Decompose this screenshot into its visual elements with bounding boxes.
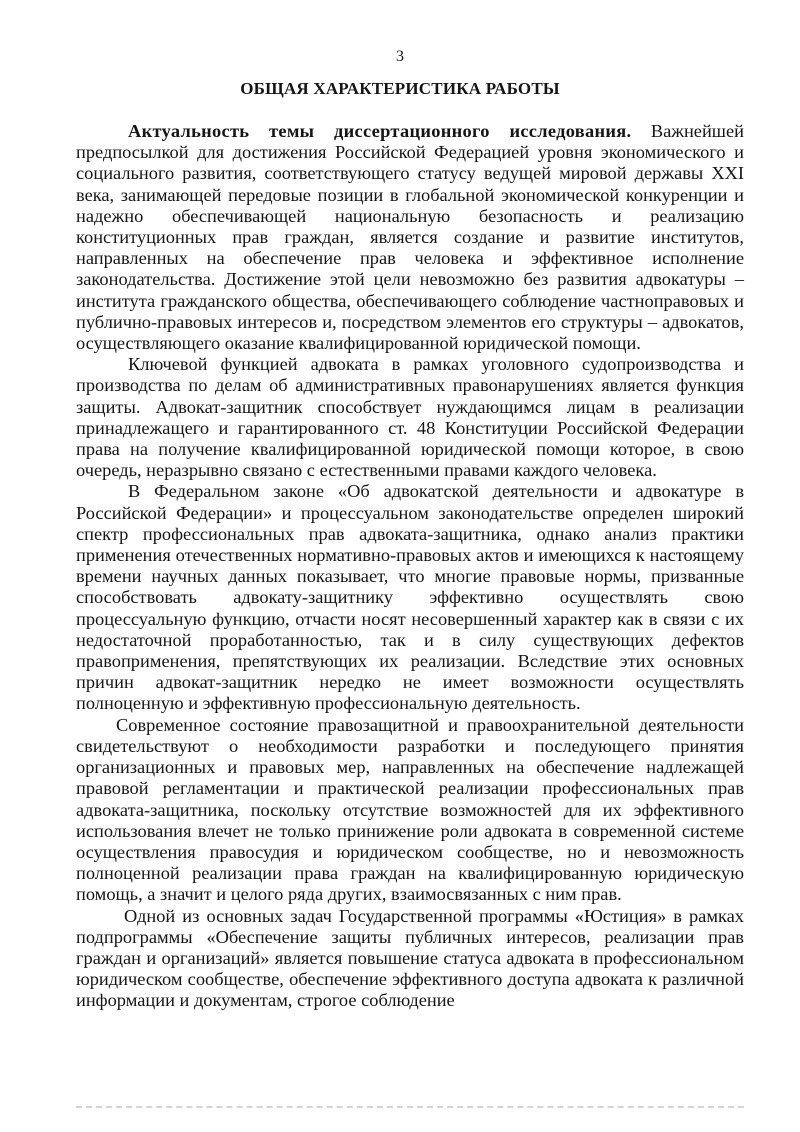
paragraph-current-state: Современное состояние правозащитной и правоохранительной деятельности свидетельствуют о необходимости разработки и последующего принятия организационных и правовых мер, направленных на обеспечение надлежащей правовой регламентации и практической реализации профессиональных прав адвоката-защитника, поскольку отсутствие возможностей для их эффективного использования влечет не только принижение роли адвоката в современной системе осуществления правосудия и юридическом сообществе, но и невозможность полноценной реализации права граждан на квалифицированную юридическую помощь, а значит и целого ряда других, взаимосвязанных с ним прав. (76, 714, 744, 905)
paragraph-lead: Актуальность темы диссертационного исследования. (128, 121, 632, 141)
scan-edge-artifact (76, 1106, 744, 1108)
paragraph-federal-law: В Федеральном законе «Об адвокатской деятельности и адвокатуре в Российской Федерации» и процессуальном законодательстве определен широкий спектр профессиональных прав адвоката-защитника, однако анализ практики применения отечественных нормативно-правовых актов и имеющихся к настоящему времени научных данных показывает, что многие правовые нормы, призванные способствовать адвокату-защитнику эффективно осуществлять свою процессуальную функцию, отчасти носят несовершенный характер как в связи с их недостаточной проработанностью, так и в силу существующих дефектов правоприменения, препятствующих их реализации. Вследствие этих основных причин адвокат-защитник нередко не имеет возможности осуществлять полноценную и эффективную профессиональную деятельность. (76, 481, 744, 714)
body-text (76, 121, 744, 1012)
paragraph-text: Важнейшей предпосылкой для достижения Российской Федерацией уровня экономического и социального развития, соответствующего статусу ведущей мировой державы XXI века, занимающей передовые позиции в глобальной экономической конкуренции и надежно обеспечивающей национальную безопасность и реализацию конституционных прав граждан, является создание и развитие институтов, направленных на обеспечение прав человека и эффективное исполнение законодательства. Достижение этой цели невозможно без развития адвокатуры – института гражданского общества, обеспечивающего соблюдение частноправовых и публично-правовых интересов и, посредством элементов его структуры – адвокатов, осуществляющего оказание квалифицированной юридической помощи. (76, 121, 744, 354)
section-heading: ОБЩАЯ ХАРАКТЕРИСТИКА РАБОТЫ (240, 79, 560, 98)
page-number: 3 (396, 48, 404, 65)
paragraph-defense-function: Ключевой функцией адвоката в рамках уголовного судопроизводства и производства по делам об административных правонарушениях является функция защиты. Адвокат-защитник способствует нуждающимся лицам в реализации принадлежащего и гарантированного ст. 48 Конституции Российской Федерации права на получение квалифицированной юридической помощи которое, в свою очередь, неразрывно связано с естественными правами каждого человека. (76, 354, 744, 481)
paragraph-justice-program: Одной из основных задач Государственной программы «Юстиция» в рамках подпрограммы «Обеспечение защиты публичных интересов, реализации прав граждан и организаций» является повышение статуса адвоката в профессиональном юридическом сообществе, обеспечение эффективного доступа адвоката к различной информации и документам, строгое соблюдение (76, 905, 744, 1011)
paragraph-relevance (76, 121, 744, 354)
